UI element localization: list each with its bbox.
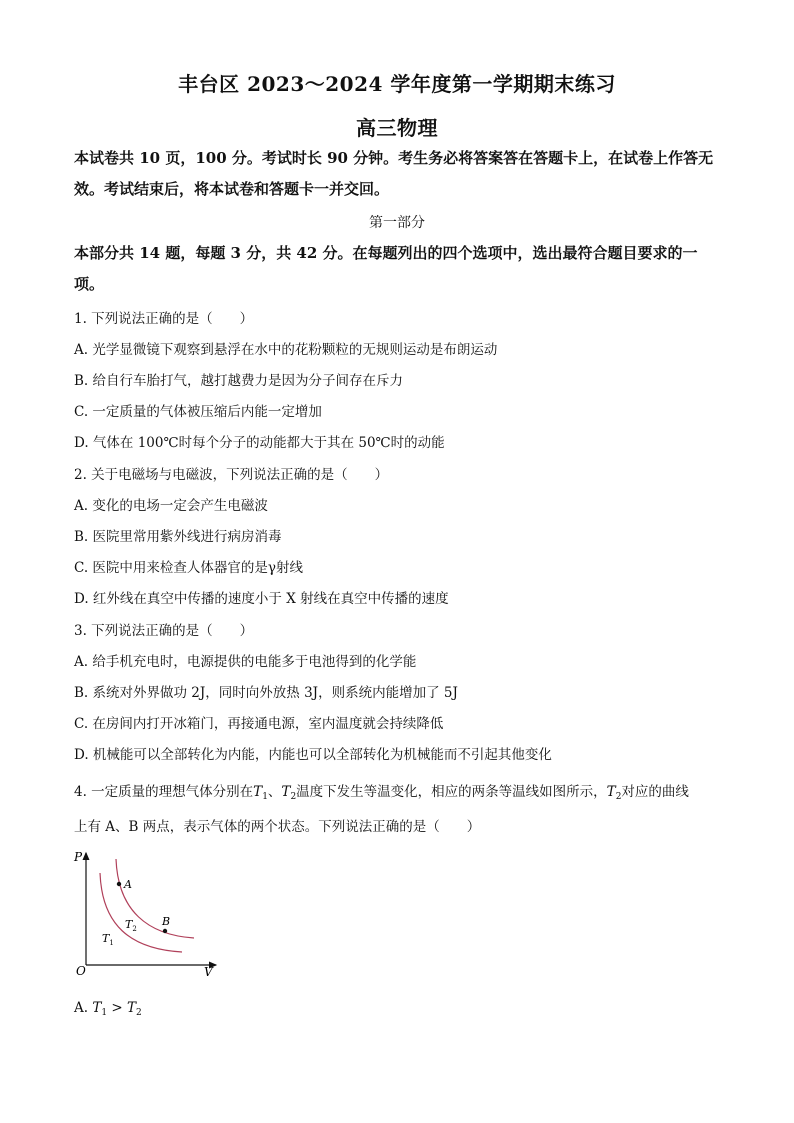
curve-t2-label: $T_2$: [125, 918, 137, 933]
point-a-marker: [117, 882, 121, 886]
question-4-stem: 4. 一定质量的理想气体分别在$T_1$、$T_2$温度下发生等温变化，相应的两条等温线如图所示，$T_2$对应的曲线: [74, 784, 689, 802]
question-2-option-b: B. 医院里常用紫外线进行病房消毒: [74, 529, 282, 545]
question-3-option-c: C. 在房间内打开冰箱门，再接通电源，室内温度就会持续降低: [74, 716, 444, 732]
exam-subject: 高三物理: [356, 116, 438, 140]
question-1-option-b: B. 给自行车胎打气，越打越费力是因为分子间存在斥力: [74, 373, 404, 389]
question-3-option-d: D. 机械能可以全部转化为内能，内能也可以全部转化为机械能而不引起其他变化: [74, 747, 552, 763]
point-b-marker: [163, 929, 167, 933]
question-2-option-d: D. 红外线在真空中传播的速度小于 X 射线在真空中传播的速度: [74, 591, 449, 607]
exam-title: 丰台区 2023～2024 学年度第一学期期末练习: [178, 72, 616, 96]
curve-t1-label: $T_1$: [102, 932, 114, 947]
question-1-stem: 1. 下列说法正确的是（ ）: [74, 311, 254, 327]
section-title: 第一部分: [369, 215, 425, 231]
question-2-stem: 2. 关于电磁场与电磁波，下列说法正确的是（ ）: [74, 467, 389, 483]
question-3-option-a: A. 给手机充电时，电源提供的电能多于电池得到的化学能: [74, 654, 417, 670]
isotherm-figure: [70, 845, 230, 980]
exam-instructions: 本试卷共 10 页，100 分。考试时长 90 分钟。考生务必将答案答在答题卡上，在试卷上作答无效。考试结束后，将本试卷和答题卡一并交回。: [74, 149, 714, 198]
question-1-option-c: C. 一定质量的气体被压缩后内能一定增加: [74, 404, 322, 420]
v-axis-label: V: [204, 965, 213, 979]
question-1-option-d: D. 气体在 100℃时每个分子的动能都大于其在 50℃时的动能: [74, 435, 445, 451]
point-a-label: A: [124, 878, 132, 891]
question-4-option-a: A. $T_1 > T_2$: [74, 1000, 142, 1018]
question-3-option-b: B. 系统对外界做功 2J，同时向外放热 3J，则系统内能增加了 5J: [74, 685, 458, 701]
origin-label: O: [76, 964, 86, 978]
question-2-option-c: C. 医院中用来检查人体器官的是γ射线: [74, 560, 303, 576]
question-4-stem-line2: 上有 A、B 两点，表示气体的两个状态。下列说法正确的是（ ）: [74, 819, 481, 835]
p-axis-label: P: [74, 850, 83, 864]
section-description: 本部分共 14 题，每题 3 分，共 42 分。在每题列出的四个选项中，选出最符合题目要求的一项。: [74, 244, 698, 293]
question-3-stem: 3. 下列说法正确的是（ ）: [74, 623, 254, 639]
point-b-label: B: [162, 915, 171, 928]
question-1-option-a: A. 光学显微镜下观察到悬浮在水中的花粉颗粒的无规则运动是布朗运动: [74, 342, 498, 358]
question-2-option-a: A. 变化的电场一定会产生电磁波: [74, 498, 268, 514]
